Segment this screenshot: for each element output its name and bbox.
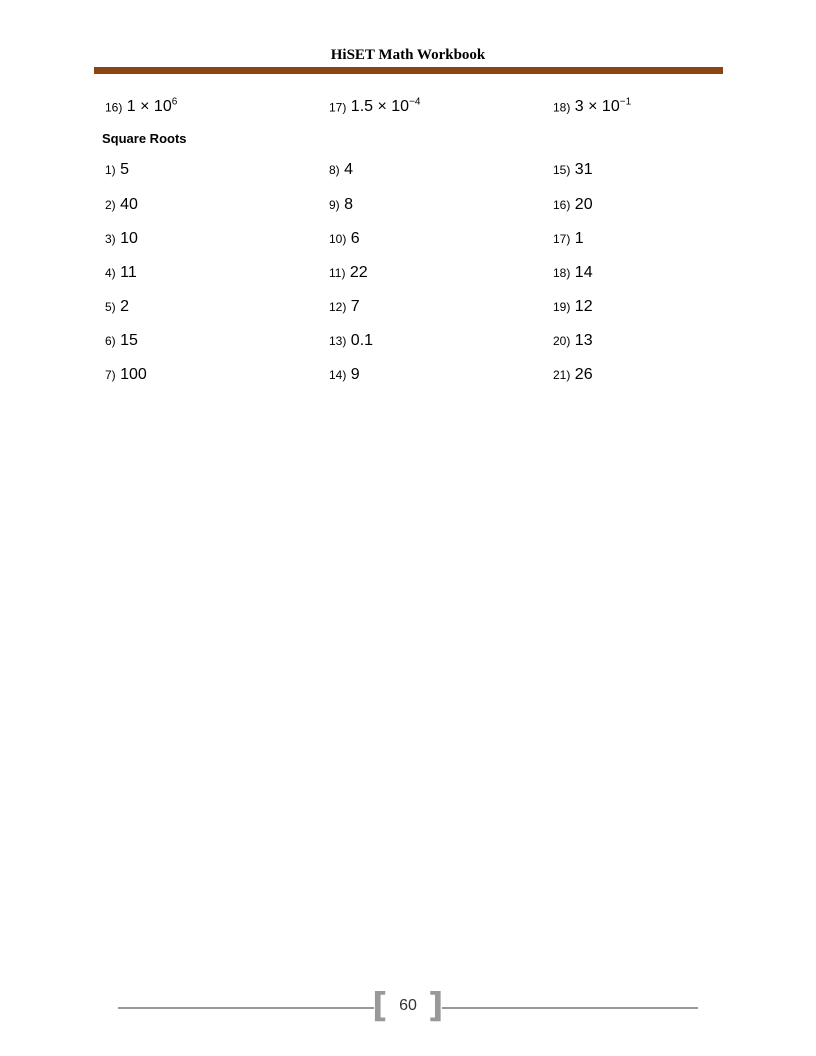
item-number: 16) — [553, 198, 571, 212]
item-number: 7) — [105, 368, 116, 382]
item-number: 20) — [553, 334, 571, 348]
list-item — [329, 97, 420, 116]
list-item — [329, 332, 373, 350]
page-header-title: HiSET Math Workbook — [330, 47, 486, 63]
item-answer: 10 — [120, 230, 138, 247]
footer-rule-left — [118, 1007, 374, 1009]
list-item — [329, 196, 353, 214]
item-answer: 5 — [120, 161, 130, 178]
list-item — [329, 230, 360, 248]
item-number: 2) — [105, 198, 116, 212]
list-item — [105, 332, 138, 350]
item-answer: 2 — [120, 298, 130, 315]
item-number: 14) — [329, 368, 347, 382]
item-number: 15) — [553, 163, 571, 177]
item-number: 17) — [329, 100, 347, 115]
answer-row — [0, 230, 816, 254]
item-number: 17) — [553, 232, 571, 246]
right-bracket-icon: ] — [428, 986, 444, 1026]
item-number: 11) — [329, 266, 346, 280]
item-number: 1) — [105, 163, 116, 177]
item-number: 18) — [553, 266, 571, 280]
page-number: 60 — [399, 997, 417, 1014]
answer-row — [0, 366, 816, 390]
list-item — [329, 161, 353, 179]
item-answer: 100 — [120, 366, 147, 383]
list-item — [105, 161, 129, 179]
list-item — [105, 298, 129, 316]
answer-row — [0, 196, 816, 220]
list-item — [329, 366, 360, 384]
header-rule — [94, 67, 723, 74]
list-item — [105, 366, 147, 384]
list-item — [553, 196, 593, 214]
item-answer: 6 — [350, 230, 360, 247]
list-item — [329, 264, 368, 282]
item-number: 12) — [329, 300, 347, 314]
list-item — [105, 230, 138, 248]
item-number: 21) — [553, 368, 571, 382]
item-answer: 20 — [574, 196, 593, 213]
item-number: 9) — [329, 198, 340, 212]
item-number: 4) — [105, 266, 116, 280]
list-item — [329, 298, 360, 316]
item-number: 6) — [105, 334, 116, 348]
list-item — [105, 196, 138, 214]
item-answer: 8 — [344, 196, 354, 213]
item-answer: 14 — [574, 264, 593, 281]
item-answer: $1 \times 10^6$ — [126, 97, 178, 116]
item-answer: 31 — [574, 161, 593, 178]
item-answer: 7 — [350, 298, 360, 315]
left-bracket-icon: [ — [372, 986, 388, 1026]
item-answer: 11 — [120, 264, 137, 281]
answer-row — [0, 332, 816, 356]
item-number: 18) — [553, 100, 571, 115]
list-item — [553, 97, 631, 116]
item-number: 8) — [329, 163, 340, 177]
item-answer: $1.5 \times 10^{-4}$ — [350, 97, 421, 116]
item-answer: 0.1 — [350, 332, 374, 349]
list-item — [553, 298, 593, 316]
item-number: 5) — [105, 300, 116, 314]
item-answer: 1 — [574, 230, 584, 247]
item-answer: 22 — [349, 264, 368, 281]
item-answer: 12 — [574, 298, 593, 315]
item-answer: 13 — [574, 332, 593, 349]
list-item — [553, 161, 593, 179]
item-number: 3) — [105, 232, 116, 246]
list-item — [105, 97, 177, 116]
item-answer: 9 — [350, 366, 360, 383]
section-title: Square Roots — [102, 131, 187, 146]
item-answer: 40 — [120, 196, 138, 213]
scientific-row — [0, 97, 816, 121]
footer-rule-right — [442, 1007, 698, 1009]
item-answer: 4 — [344, 161, 354, 178]
answer-row — [0, 264, 816, 288]
list-item — [553, 264, 593, 282]
item-answer: $3 \times 10^{-1}$ — [574, 97, 632, 116]
answer-row — [0, 298, 816, 322]
list-item — [553, 332, 593, 350]
answer-row — [0, 161, 816, 185]
list-item — [553, 230, 584, 248]
item-number: 13) — [329, 334, 347, 348]
item-number: 19) — [553, 300, 571, 314]
list-item — [105, 264, 137, 282]
item-number: 10) — [329, 232, 347, 246]
item-answer: 26 — [574, 366, 593, 383]
item-number: 16) — [105, 100, 123, 115]
item-answer: 15 — [120, 332, 138, 349]
list-item — [553, 366, 593, 384]
